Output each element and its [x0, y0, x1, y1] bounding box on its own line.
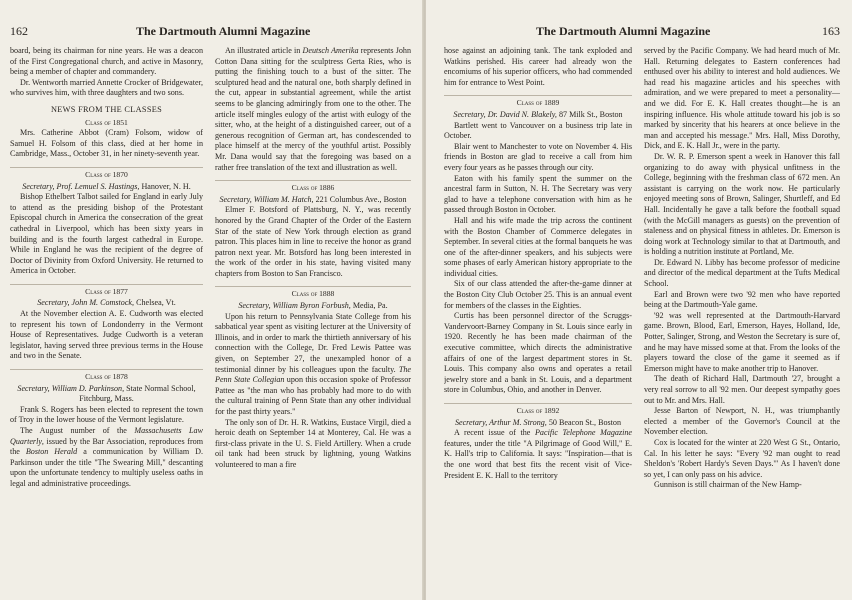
paragraph: Blair went to Manchester to vote on November 4. His friends in Boston are glad to receive a call from him every four years as he passes through our city.	[444, 141, 632, 172]
right-running-title: The Dartmouth Alumni Magazine	[536, 24, 711, 38]
paragraph: Mrs. Catherine Abbot (Cram) Folsom, widow of Samuel H. Folsom of this class, died at her home in Cambridge, Mass., October 31, in her ninety-seventh year.	[10, 128, 203, 159]
paragraph: An illustrated article in Deutsch Amerika represents John Cotton Dana sitting for the sculptress Gerta Ries, who is putting the finishing touch to a bust of the sitter. The sculptured head and the natural one, both sharply defined in the cut, appear in substantial agreement, while the artist seems to be glancing admiringly from one to the other. The article itself mingles eulogy of the artist with eulogy of the sitter, who, at the height of a distinguished career, out of a generous recognition of German art, has condescended to place himself at the mercy of the youthful artist. Possibly Mr. Dana would say that the foregoing was based on a rather free translation of the text and illustration as well.	[215, 46, 411, 172]
paragraph: Dr. Wentworth married Annette Crocker of Bridgewater, who survives him, with three daughters and two sons.	[10, 77, 203, 98]
paragraph: Upon his return to Pennsylvania State College from his sabbatical year spent as visiting lecturer at the University of Illinois, and in order to mark the thirtieth anniversary of his connection with the College, Dr. Fred Lewis Pattee was given, on September 27, the unexampled honor of a testimonial dinner by his colleagues upon the faculty. The Penn State Collegian upon this occasion spoke of Professor Pattee as "the man who has probably had more to do with the cultural training of Penn State than any other individual for the past thirty years."	[215, 311, 411, 416]
class-label: Class of 1892	[444, 403, 632, 417]
paragraph: Curtis has been personnel director of the Scruggs-Vandervoort-Barney Company in St. Louis since early in 1920. Recently he has been made chairman of the executive committee, which directs the administrative affairs of one of the largest department stores in St. Louis. This company also owns and operates a retail jewelry store and a bank in St. Louis, and a department store in Columbus, Ohio, and another in Denver.	[444, 311, 632, 395]
paragraph: The death of Richard Hall, Dartmouth '27, brought a very real sorrow to all '92 men. Our deepest sympathy goes out to Mr. and Mrs. Hall.	[644, 374, 840, 405]
class-label: Class of 1878	[10, 369, 203, 383]
left-page-number: 162	[10, 24, 28, 38]
paragraph: The August number of the Massachusetts Law Quarterly, issued by the Bar Association, reproduces from the Boston Herald a communication by William D. Parkinson under the title "The Swearing Mill," descanting upon the unfortunate tendency to multiply useless oaths in legal and administrative proceedings.	[10, 426, 203, 488]
paragraph: Bartlett went to Vancouver on a business trip late in October.	[444, 120, 632, 141]
paragraph: Gunnison is still chairman of the New Hamp-	[654, 480, 802, 490]
secretary-line: Secretary, William M. Hatch, 221 Columbus Ave., Boston	[219, 194, 407, 204]
class-label: Class of 1889	[444, 95, 632, 109]
class-label: Class of 1870	[10, 167, 203, 181]
paragraph: Earl and Brown were two '92 men who have reported being at the Dartmouth-Yale game.	[644, 289, 840, 310]
left-page	[0, 0, 423, 600]
right-page-number: 163	[822, 24, 840, 38]
news-heading: NEWS FROM THE CLASSES	[50, 104, 163, 114]
right-column-1	[444, 46, 632, 594]
paragraph: served by the Pacific Company. We had heard much of Mr. Hall. Returning delegates to Eastern conferences had enthused over his ability to interest and hold audiences. We had read his magazine articles and his speeches with admiration, and we were prepared to meet a personality—and we did. For E. K. Hall creates thought—he is an inspiring influence. His whole attitude toward his job is so marked by sincerity that his hearers at once believe in the man and accepted his message." Mrs. Hall, Miss Dorothy, Dick, and E. K. Hall Jr., were in the party.	[644, 46, 840, 151]
secretary-line: Secretary, Arthur M. Strong, 50 Beacon St., Boston	[454, 417, 622, 427]
paragraph: '92 was well represented at the Dartmouth-Harvard game. Brown, Blood, Earl, Emerson, Hayes, Holland, Ide, Potter, Salinger, Strong, and Weston the Secretary is sure of, and he may have missed some at that. From the looks of the players toward the close of the game it seemed as if Emerson might have to make another trip to Hanover.	[644, 310, 840, 373]
paragraph: Bishop Ethelbert Talbot sailed for England in early July to attend as the presiding bishop of the Protestant Episcopal church in America the consecration of the great cathedral in Liverpool, which has been sixty years in building and is the fourth largest cathedral in Europe. While in England he was the recipient of the degree of Doctor of Divinity from Oxford University. He returned to America in October.	[10, 192, 203, 276]
paragraph: hose against an adjoining tank. The tank exploded and Watkins perished. His career had already won the encomiums of his superior officers, who had commended him for entrance to West Point.	[444, 46, 632, 87]
paragraph: Eaton with his family spent the summer on the ancestral farm in Sutton, N. H. The Secretary was very glad to have a telephone conversation with him as he passed through Boston in October.	[444, 173, 632, 215]
paragraph: Six of our class attended the after-the-game dinner at the Boston City Club October 25. This is an annual event for members of the classes in the Eighties.	[444, 279, 632, 310]
left-column-1	[10, 46, 203, 594]
paragraph: At the November election A. E. Cudworth was elected to represent his town of Londonderry in the Vermont House of Representatives. Judge Cudworth is a veteran legislator, having served three previous terms in the House and two in the Senate.	[10, 309, 203, 361]
right-page-header	[426, 24, 852, 40]
paragraph: Frank S. Rogers has been elected to represent the town of Troy in the lower house of the Vermont legislature.	[10, 404, 203, 425]
paragraph: Jesse Barton of Newport, N. H., was triumphantly elected a member of the Governor's Council at the November election.	[644, 406, 840, 437]
paragraph: A recent issue of the Pacific Telephone Magazine features, under the title "A Pilgrimage of Good Will," E. K. Hall's trip to California. It says: "Inspiration—that is the one word that best fits the recent visit of Vice-President E. K. Hall to the territory	[444, 428, 632, 480]
secretary-line: Secretary, Dr. David N. Blakely, 87 Milk St., Boston	[453, 109, 623, 119]
paragraph: Dr. W. R. P. Emerson spent a week in Hanover this fall organizing to do away with physical unfitness in the College, beginning with the freshman class of 672 men. An assistant is carrying on the work now. He particularly enjoyed meeting sons of Brown, Salinger, Shurtleff, and Ed Hall. Incidentally he gave a talk before the football squad (with the McGill managers as guests) on the prevention of staleness and on physical fitness in athletes. Dr. Emerson is doing work at Technology similar to that at Dartmouth, and is holding a nutrition institute at Portland, Me.	[644, 151, 840, 257]
secretary-line: Secretary, William Byron Forbush, Media, Pa.	[238, 301, 388, 311]
class-label: Class of 1851	[85, 117, 128, 127]
paragraph: Hall and his wife made the trip across the continent with the Boston Chamber of Commerce delegates in September. In several cities at the formal banquets he was one of the after-dinner speakers, and his subjects were some phases of early American history appropriate to the individual cities.	[444, 215, 632, 278]
class-label: Class of 1877	[10, 284, 203, 298]
paragraph: board, being its chairman for nine years. He was a deacon of the First Congregational church, and active in Masonry, being a member of chapter and commandery.	[10, 46, 203, 77]
secretary-line: Secretary, Prof. Lemuel S. Hastings, Hanover, N. H.	[22, 181, 191, 191]
right-column-2	[644, 46, 840, 594]
left-column-2	[215, 46, 411, 594]
secretary-line: Secretary, William D. Parkinson, State Normal School, Fitchburg, Mass.	[17, 383, 196, 404]
paragraph: Dr. Edward N. Libby has become professor of medicine and director of the medical department at the Tufts Medical School.	[644, 257, 840, 289]
left-running-title: The Dartmouth Alumni Magazine	[136, 24, 311, 38]
class-label: Class of 1886	[215, 180, 411, 194]
left-page-header	[0, 24, 423, 40]
class-label: Class of 1888	[215, 286, 411, 300]
paragraph: The only son of Dr. H. R. Watkins, Eustace Virgil, died a heroic death on September 14 at Monterey, Cal. He was a first-class private in the U. S. Field Artillery. When a crude oil tank had been struck by lightning, young Watkins volunteered to man a fire	[215, 417, 411, 469]
right-page	[426, 0, 852, 600]
paragraph: Cox is located for the winter at 220 West G St., Ontario, Cal. In his letter he says: "Every '92 man ought to read Sheldon's 'Robert Hardy's Seven Days.'" As I haven't done so yet, I can only pass on his advice.	[644, 437, 840, 479]
paragraph: Elmer F. Botsford of Plattsburg, N. Y., was recently honored by the Grand Chapter of the Order of the Eastern Star of the state of New York through election as grand patron. This places him in line to receive the honor as grand patron next year. Mr. Botsford has long been interested in the work of the order in his state, having visited many chapters from Boston to San Francisco.	[215, 205, 411, 278]
secretary-line: Secretary, John M. Comstock, Chelsea, Vt.	[37, 298, 176, 308]
